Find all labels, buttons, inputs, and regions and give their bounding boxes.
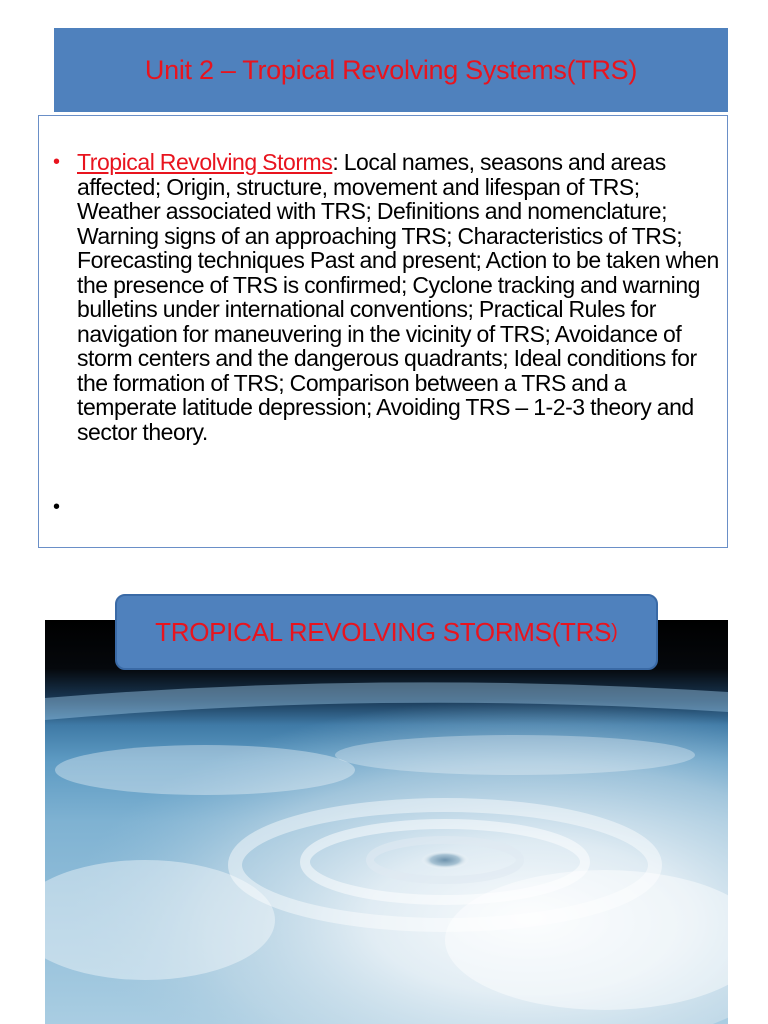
bullet-item-2: • [53, 496, 61, 518]
cyclone-satellite-photo [45, 620, 728, 1024]
slide-1-title-bar [54, 28, 728, 112]
topic-description: : Local names, seasons and areas affected; Origin, structure, movement and lifespan of TRS; Weather associated with TRS; Definitions and nomenclature; Warning signs of an approaching TRS; Characteristics of TRS; Forecasting techniques Past and present; Action to be taken when the presence of TRS is confirmed; Cyclone tracking and warning bulletins under international conventions; Practical Rules for navigation for maneuvering in the vicinity of TRS; Avoidance of storm centers and the dangerous quadrants; Ideal conditions for the formation of TRS; Comparison between a TRS and a temperate latitude depression; Avoiding TRS – 1-2-3 theory and sector theory. [77, 149, 719, 445]
slide-2-title-bar [115, 594, 658, 670]
bullet-text [77, 150, 727, 444]
slide-1-content-box [38, 115, 728, 548]
slide-2-title-end: ) [611, 620, 618, 643]
topic-term: Tropical Revolving Storms [77, 149, 333, 175]
slide-1-title: Unit 2 – Tropical Revolving Systems(TRS) [144, 54, 638, 85]
slide-2-title: TROPICAL REVOLVING STORMS(TRS [155, 616, 612, 647]
bullet-marker: • [53, 151, 61, 173]
